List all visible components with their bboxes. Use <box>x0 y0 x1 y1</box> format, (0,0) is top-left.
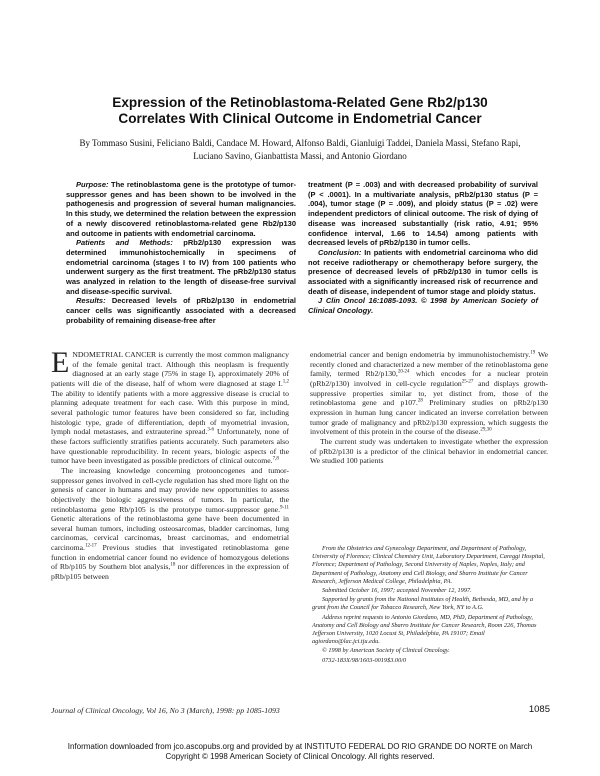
intro3-text-a: endometrial cancer and benign endometria by immunohistochemistry. <box>310 350 531 359</box>
drop-cap: E <box>51 346 70 379</box>
intro2-text-a: The increasing knowledge concerning protooncogenes and tumor-suppressor genes involved in cell-cycle regulation has shed more light on the genesis of cancer in humans and may provide new opportunities to assess objectively the biologic aggressiveness of tumors. In particular, the retinoblastoma gene Rb/p105 is the prototype tumor-suppressor gene. <box>51 465 289 514</box>
abstract-conclusion <box>308 248 538 297</box>
copyright-note: © 1998 by American Society of Clinical Oncology. <box>322 647 450 655</box>
ref-superscript: 9-11 <box>280 504 289 510</box>
affiliation-text: From the Obstetrics and Gynecology Department, and Department of Pathology, University of Florence; Clinical Chemistry Unit, Laboratory Department, Careggi Hospital, Florence; Department of Pathology, Second University of Naples, Naples, Italy; and Department of Pathology, Anatomy and Cell Biology, and Sbarro Institute for Cancer Research, Jefferson Medical College, Philadelphia, PA. <box>312 545 545 585</box>
ref-superscript: 7,8 <box>272 456 279 462</box>
opening-words: NDOMETRIAL CANCER <box>72 350 157 359</box>
intro3-text-b: We recently cloned and characterized a new member of the retinoblastoma gene family, termed Rb2/p130, <box>310 350 548 379</box>
conclusion-text: In patients with endometrial carcinoma who did not receive radiotherapy or chemotherapy before surgery, the presence of decreased levels of pRb2/p130 in tumor cells is associated with a significantly increased risk of recurrence and death of disease, independent of tumor stage and ploidy status. <box>308 247 538 296</box>
abstract-right-column <box>308 180 538 316</box>
intro-paragraph-1 <box>51 346 289 466</box>
ref-superscript: 19 <box>530 350 536 356</box>
ref-superscript: 28 <box>417 398 423 404</box>
intro3-text-e: Preliminary studies on pRb2/p130 expression in human lung cancer indicated an inverse correlation between tumor grade of malignancy and pRb2/p130 expression, which suggests the involvement of this protein in the course of the disease. <box>310 398 548 437</box>
intro-paragraph-3 <box>310 350 548 437</box>
download-line-1: Information downloaded from jco.ascopubs.org and provided by at INSTITUTO FEDERAL DO RIO GRANDE DO NORTE on March <box>67 742 533 751</box>
author-list <box>50 137 550 163</box>
intro3-text-d: and displays growth-suppressive properties similar to, yet distinct from, those of the retinoblastoma gene and p107. <box>310 378 548 408</box>
intro3-text-c: which encodes for a nuclear protein (pRb2/p130) involved in cell-cycle regulation <box>310 369 548 388</box>
purpose-heading: Purpose: <box>76 180 109 189</box>
abstract-left-column <box>66 180 296 326</box>
body-left-column <box>51 346 290 582</box>
download-line-2: Copyright © 1998 American Society of Clinical Oncology. All rights reserved. <box>165 752 435 761</box>
intro2-text-b: Genetic alterations of the retinoblastoma gene have been documented in several human tumors, including osteosarcomas, bladder carcinomas, lung carcinomas, cervical carcinomas, breast carcinomas, and endometrial carcinoma. <box>51 514 289 553</box>
ref-superscript: 20-24 <box>397 369 410 375</box>
issn-code: 0732-183X/98/1603-0019$3.00/0 <box>322 656 407 664</box>
results-continued: treatment (P = .003) and with decreased probability of survival (P < .0001). In a multivariate analysis, pRb2/p130 status (P = .004), tumor stage (P = .009), and ploidy status (P = .02) were independent predictors of clinical outcome. The risk of dying of disease was increased substantially (risk ratio, 4.91; 95% confidence interval, 1.66 to 14.54) among patients with decreased levels of pRb2/p130 in tumor cells. <box>308 180 538 248</box>
intro-text-a: is currently the most common malignancy of the female genital tract. Although this neoplasm is frequently diagnosed at an early stage (75% in stage I), approximately 20% of patients will die of the disease, half of whom were diagnosed at stage I. <box>51 350 289 388</box>
title-line-1: Expression of the Retinoblastoma-Related Gene Rb2/p130 <box>112 95 488 110</box>
ref-superscript: 29,30 <box>480 427 492 433</box>
methods-text: pRb2/p130 expression was determined immunohistochemically in specimens of endometrial carcinoma (stages I to IV) from 100 patients who underwent surgery as the first treatment. The pRb2/p130 status was analyzed in relation to the length of disease-free survival and disease-specific survival. <box>66 238 296 296</box>
ref-superscript: 1,2 <box>282 379 289 385</box>
authors-line-1: By Tommaso Susini, Feliciano Baldi, Candace M. Howard, Alfonso Baldi, Gianluigi Taddei, Daniela Massi, Stefano Rapi, <box>79 138 521 148</box>
intro-paragraph-2 <box>51 466 289 582</box>
affiliation-footnote <box>312 545 548 666</box>
title-line-2: Correlates With Clinical Outcome in Endometrial Cancer <box>118 111 482 126</box>
page-number: 1085 <box>528 704 550 715</box>
intro-paragraph-4: The current study was undertaken to investigate whether the expression of pRb2/p130 is a predictor of the clinical behavior in endometrial cancer. We studied 100 patients <box>310 436 548 466</box>
journal-citation: Journal of Clinical Oncology, Vol 16, No 3 (March), 1998: pp 1085-1093 <box>51 706 280 715</box>
body-right-column <box>310 350 548 466</box>
abstract-citation: J Clin Oncol 16:1085-1093. © 1998 by American Society of Clinical Oncology. <box>308 296 538 316</box>
intro2-text-d: nor differences in the expression of pRb/p105 between <box>51 562 290 582</box>
abstract-results <box>66 296 296 325</box>
intro-text-b: The ability to identify patients with a more aggressive disease is crucial to planning adequate treatment for each case. With this purpose in mind, several pathologic tumor features have been considered so far, including histologic type, grade of differentiation, depth of myometrial invasion, lymph nodal metastases, and extrauterine spread. <box>51 388 289 437</box>
purpose-text: The retinoblastoma gene is the prototype of tumor-suppressor genes and has been shown to be involved in the pathogenesis and progression of several human malignancies. In this study, we determined the relation between the expression of a newly discovered retinoblastoma-related gene Rb2/p130 and outcome in patients with endometrial carcinoma. <box>66 180 296 238</box>
intro-text-c: Unfortunately, none of these factors sufficiently stratifies patients accurately. Such parameters also have questionable reproducibility. In recent years, biologic aspects of the tumor have been investigated as possible predictors of clinical outcome. <box>51 427 289 466</box>
methods-heading: Patients and Methods: <box>76 238 173 248</box>
article-title <box>40 95 560 127</box>
authors-line-2: Luciano Savino, Gianbattista Massi, and Antonio Giordano <box>193 151 407 161</box>
ref-superscript: 3-6 <box>207 427 215 433</box>
abstract-purpose <box>66 180 296 238</box>
conclusion-heading: Conclusion: <box>318 247 362 257</box>
submission-dates: Submitted October 16, 1997; accepted November 12, 1997. <box>322 587 472 595</box>
abstract-methods <box>66 238 296 296</box>
ref-superscript: 12-17 <box>84 543 97 549</box>
reprint-address: Address reprint requests to Antonio Giordano, MD, PhD, Department of Pathology, Anatomy and Cell Biology and Sbarro Institute for Cancer Research, Room 226, Thomas Jefferson University, 1020 Locust St, Philadelphia, PA 19107; Email agiordano@lac.jci.tju.edu. <box>312 613 537 646</box>
results-text: Decreased levels of pRb2/p130 in endometrial cancer cells was significantly associated with a decreased probability of remaining disease-free after <box>66 296 296 325</box>
funding-note: Supported by grants from the National Institutes of Health, Bethesda, MD, and by a grant from the Council for Tobacco Research, New York, NY to A.G. <box>312 596 534 612</box>
ref-superscript: 18 <box>170 562 176 568</box>
ref-superscript: 25-27 <box>461 379 474 385</box>
results-heading: Results: <box>76 296 106 306</box>
download-notice <box>0 742 600 762</box>
intro2-text-c: Previous studies that investigated retinoblastoma gene function in endometrial cancer found no evidence of homozygous deletions of Rb/p105 by Southern blot analysis, <box>51 543 289 572</box>
